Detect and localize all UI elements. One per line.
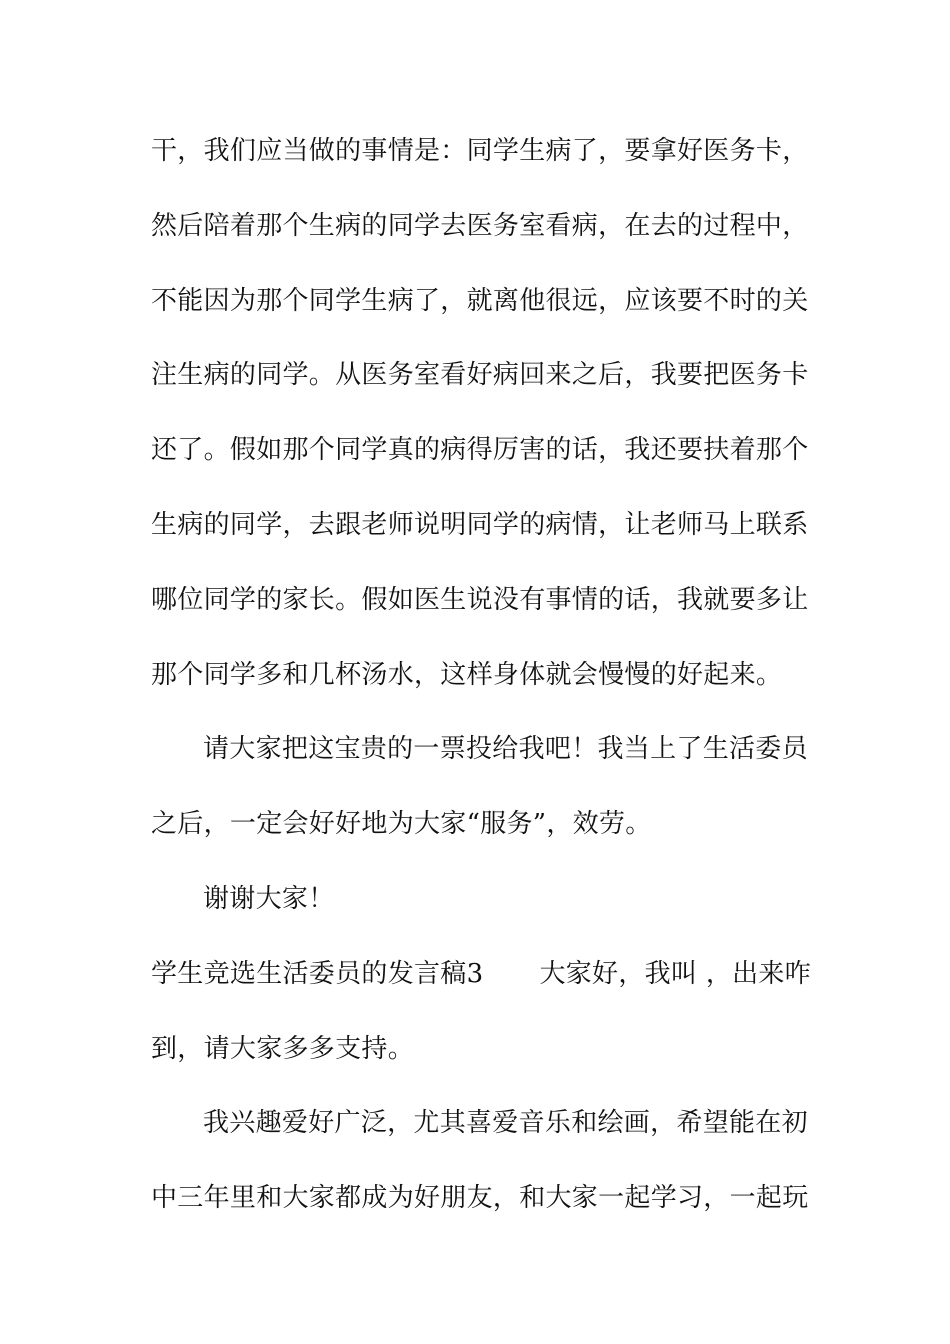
paragraph-line: 请大家把这宝贵的一票投给我吧！我当上了生活委员 bbox=[203, 734, 808, 764]
section-heading-line bbox=[151, 958, 811, 990]
paragraph-line: 不能因为那个同学生病了，就离他很远，应该要不时的关 bbox=[151, 286, 809, 316]
paragraph-line: 然后陪着那个生病的同学去医务室看病，在去的过程中， bbox=[151, 211, 809, 241]
closing-line: 谢谢大家！ bbox=[203, 884, 335, 914]
paragraph-line: 哪位同学的家长。假如医生说没有事情的话，我就要多让 bbox=[151, 585, 809, 615]
section-intro: 大家好，我叫 ，出来咋 bbox=[539, 959, 812, 989]
paragraph-line: 中三年里和大家都成为好朋友，和大家一起学习，一起玩 bbox=[151, 1183, 809, 1213]
paragraph-line: 生病的同学，去跟老师说明同学的病情，让老师马上联系 bbox=[151, 510, 809, 540]
paragraph-line: 我兴趣爱好广泛，尤其喜爱音乐和绘画，希望能在初 bbox=[203, 1108, 808, 1138]
paragraph-line: 之后，一定会好好地为大家“服务”，效劳。 bbox=[151, 809, 652, 839]
paragraph-line: 还了。假如那个同学真的病得厉害的话，我还要扶着那个 bbox=[151, 435, 809, 465]
paragraph-line: 到，请大家多多支持。 bbox=[151, 1034, 415, 1064]
paragraph-line: 那个同学多和几杯汤水，这样身体就会慢慢的好起来。 bbox=[151, 660, 783, 690]
paragraph-line: 干，我们应当做的事情是：同学生病了，要拿好医务卡， bbox=[151, 136, 809, 166]
paragraph-line: 注生病的同学。从医务室看好病回来之后，我要把医务卡 bbox=[151, 360, 809, 390]
section-heading: 学生竞选生活委员的发言稿3 bbox=[151, 959, 484, 989]
